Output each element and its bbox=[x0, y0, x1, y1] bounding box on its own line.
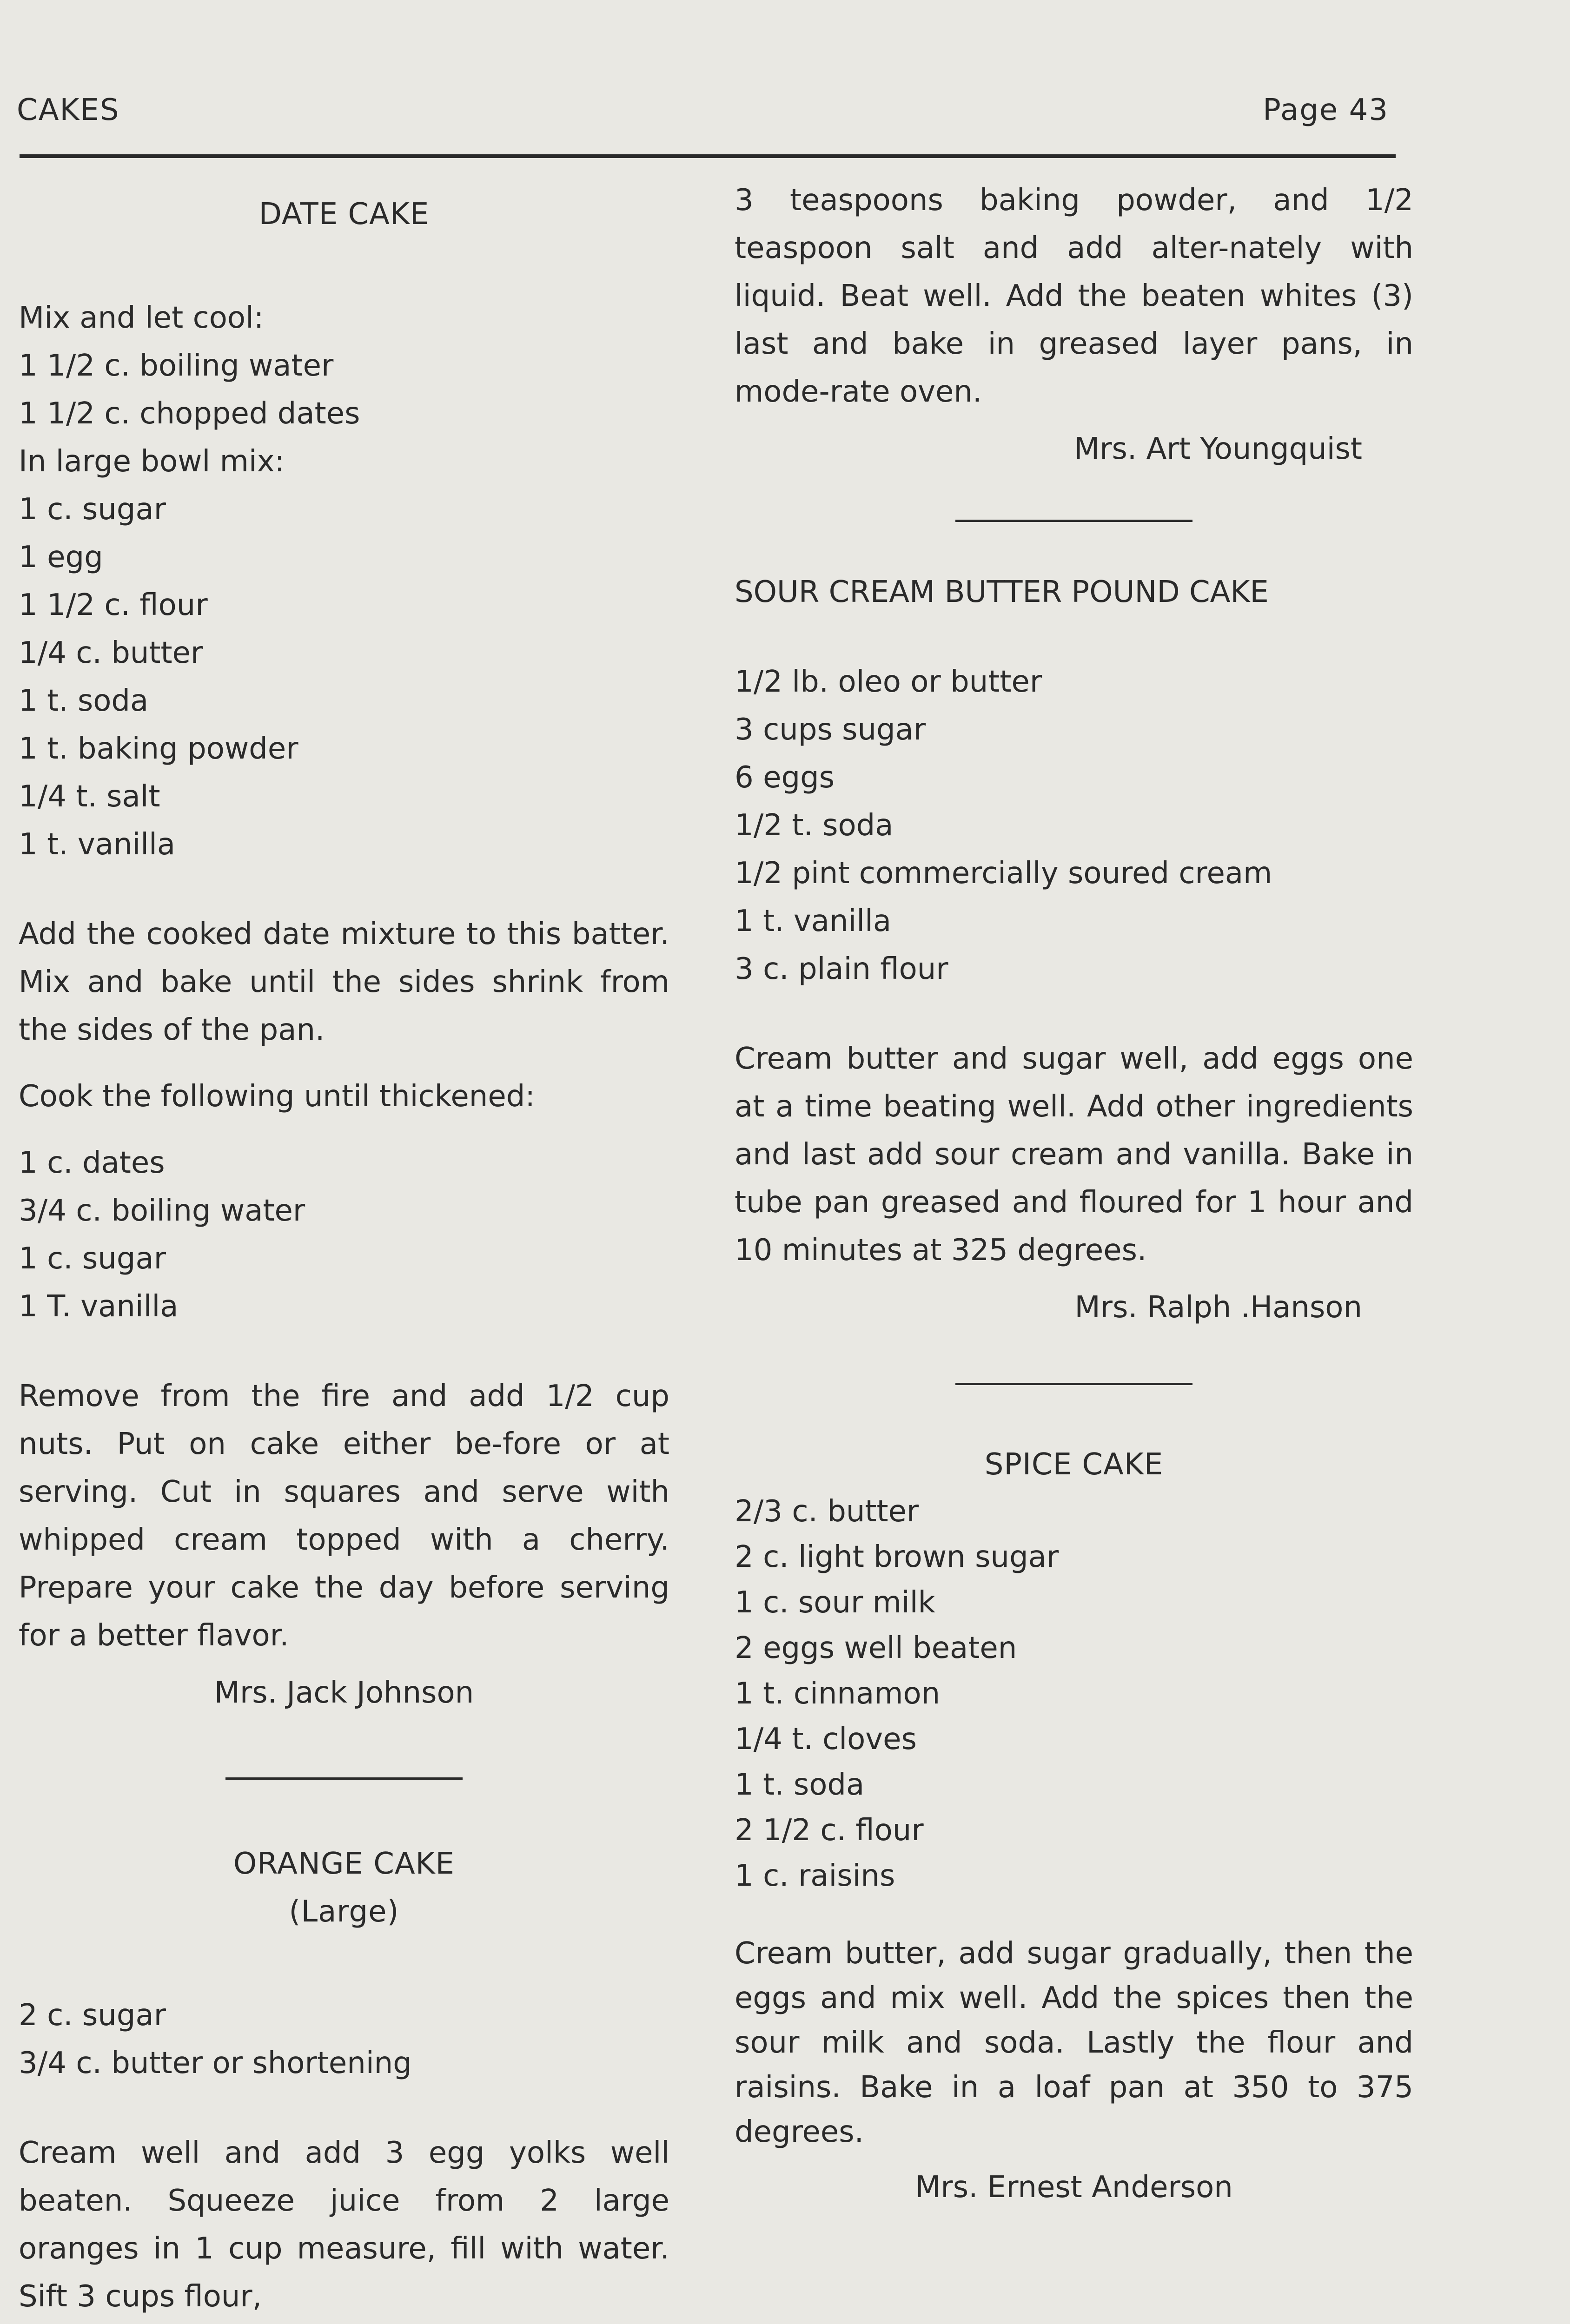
sour-cream-cake-ingredients bbox=[735, 658, 1413, 993]
spice-cake-title: SPICE CAKE bbox=[984, 1447, 1164, 1482]
left-column bbox=[19, 177, 669, 2321]
ingredient-line: 1 c. sugar bbox=[19, 492, 166, 527]
date-cake-topping-instructions: Remove from the fire and add 1/2 cup nuts. Put on cake either be-fore or at serving. Cut in squares and serve with whipped cream topped with a cherry. Prepare your cake the day before serving for a better flavor. bbox=[19, 1379, 669, 1653]
ingredient-line: In large bowl mix: bbox=[19, 444, 285, 479]
ingredient-line: 1 1/2 c. boiling water bbox=[19, 349, 334, 383]
orange-cake-instructions-continued: 3 teaspoons baking powder, and 1/2 teaspoon salt and add alter-nately with liquid. Beat well. Add the beaten whites (3) last and bake in greased layer pans, in mode-rate oven. bbox=[735, 183, 1413, 409]
date-cake-topping-ingredients bbox=[19, 1139, 669, 1331]
right-column bbox=[735, 177, 1413, 2212]
ingredient-line: 1 T. vanilla bbox=[19, 1289, 179, 1324]
ingredient-line: 1 1/2 c. flour bbox=[19, 588, 208, 622]
spice-cake-instructions: Cream butter, add sugar gradually, then the eggs and mix well. Add the spices then the sour milk and soda. Lastly the flour and raisins. Bake in a loaf pan at 350 to 375 degrees. bbox=[735, 1936, 1413, 2149]
spice-cake-signature: Mrs. Ernest Anderson bbox=[915, 2170, 1233, 2205]
ingredient-line: 3 cups sugar bbox=[735, 713, 926, 747]
ingredient-line: 1 t. cinnamon bbox=[735, 1677, 941, 1711]
recipe-divider bbox=[955, 520, 1192, 522]
ingredient-line: 1 c. sour milk bbox=[735, 1585, 935, 1620]
recipe-divider bbox=[955, 1383, 1192, 1385]
ingredient-line: 1/4 t. salt bbox=[19, 779, 160, 814]
sour-cream-cake-title: SOUR CREAM BUTTER POUND CAKE bbox=[735, 575, 1269, 609]
ingredient-line: 1 t. vanilla bbox=[19, 827, 176, 862]
date-cake-topping-intro: Cook the following until thickened: bbox=[19, 1079, 535, 1114]
orange-cake-signature: Mrs. Art Youngquist bbox=[1074, 432, 1362, 466]
sour-cream-cake-instructions: Cream butter and sugar well, add eggs one at a time beating well. Add other ingredients and last add sour cream and vanilla. Bake in tube pan greased and floured for 1 hour and 10 minutes at 325 degrees. bbox=[735, 1042, 1413, 1268]
ingredient-line: 1/4 c. butter bbox=[19, 636, 203, 670]
header-rule bbox=[20, 154, 1396, 158]
orange-cake-ingredients bbox=[19, 1992, 669, 2087]
ingredient-line: 1 egg bbox=[19, 540, 103, 574]
ingredient-line: 2/3 c. butter bbox=[735, 1494, 919, 1529]
ingredient-line: 1/2 pint commercially soured cream bbox=[735, 856, 1272, 891]
page-number: Page 43 bbox=[1263, 93, 1389, 127]
ingredient-line: 2 c. light brown sugar bbox=[735, 1540, 1059, 1574]
orange-cake-title: ORANGE CAKE bbox=[233, 1847, 455, 1881]
section-header: CAKES bbox=[17, 93, 120, 127]
ingredient-line: 1 1/2 c. chopped dates bbox=[19, 396, 360, 431]
ingredient-line: 2 1/2 c. flour bbox=[735, 1813, 924, 1848]
ingredient-line: 1 t. soda bbox=[735, 1768, 865, 1802]
orange-cake-instructions: Cream well and add 3 egg yolks well beaten. Squeeze juice from 2 large oranges in 1 cup measure, fill with water. Sift 3 cups flour, bbox=[19, 2136, 669, 2314]
sour-cream-cake-signature: Mrs. Ralph .Hanson bbox=[1074, 1290, 1362, 1325]
recipe-divider bbox=[225, 1777, 463, 1780]
ingredient-line: 1 c. dates bbox=[19, 1146, 165, 1180]
spice-cake-ingredients bbox=[735, 1489, 1413, 1899]
date-cake-instructions: Add the cooked date mixture to this batter. Mix and bake until the sides shrink from the sides of the pan. bbox=[19, 917, 669, 1047]
ingredient-line: 1/2 t. soda bbox=[735, 808, 894, 843]
ingredient-line: 6 eggs bbox=[735, 760, 835, 795]
ingredient-line: 2 eggs well beaten bbox=[735, 1631, 1017, 1665]
ingredient-line: 3/4 c. boiling water bbox=[19, 1194, 305, 1228]
ingredient-line: 1 t. soda bbox=[19, 684, 149, 718]
ingredient-line: 1 t. baking powder bbox=[19, 732, 298, 766]
date-cake-title: DATE CAKE bbox=[258, 197, 430, 231]
ingredient-line: 1 c. raisins bbox=[735, 1859, 895, 1893]
ingredient-line: 1/2 lb. oleo or butter bbox=[735, 665, 1042, 699]
ingredient-line: Mix and let cool: bbox=[19, 301, 264, 335]
ingredient-line: 3 c. plain flour bbox=[735, 952, 948, 986]
ingredient-line: 1 t. vanilla bbox=[735, 904, 892, 938]
ingredient-line: 1/4 t. cloves bbox=[735, 1722, 917, 1756]
ingredient-line: 1 c. sugar bbox=[19, 1241, 166, 1276]
orange-cake-subtitle: (Large) bbox=[289, 1895, 399, 1929]
date-cake-ingredients bbox=[19, 294, 669, 869]
ingredient-line: 2 c. sugar bbox=[19, 1998, 166, 2033]
date-cake-signature: Mrs. Jack Johnson bbox=[214, 1676, 474, 1710]
ingredient-line: 3/4 c. butter or shortening bbox=[19, 2046, 412, 2080]
